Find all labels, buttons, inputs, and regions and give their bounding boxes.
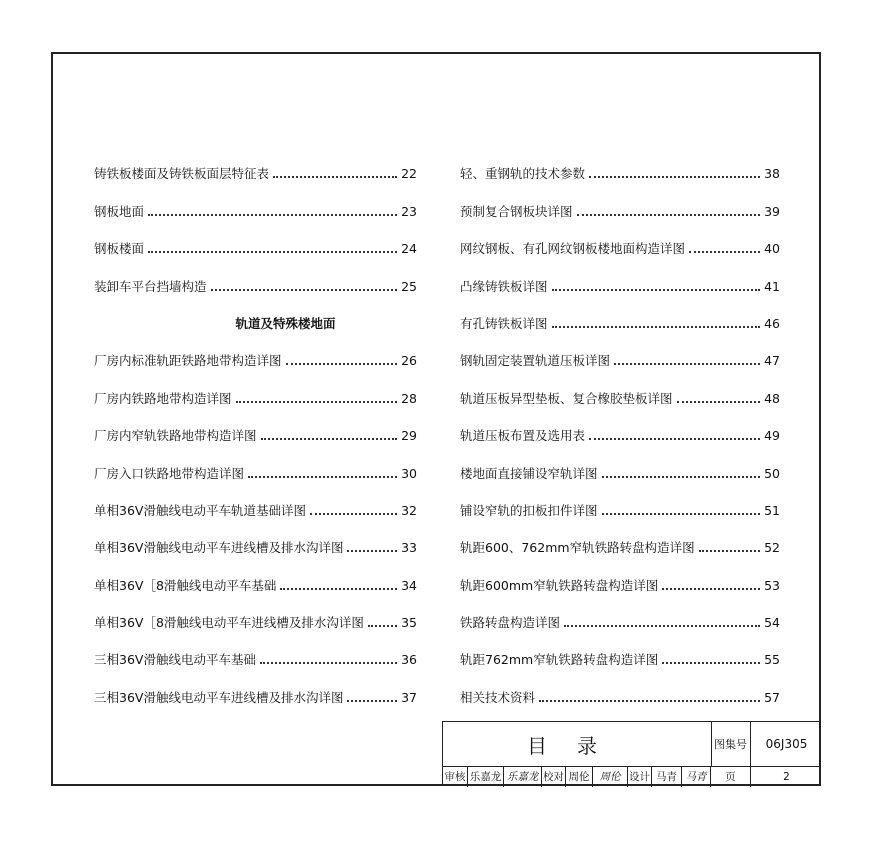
- toc-entry-title: 厂房入口铁路地带构造详图: [94, 465, 245, 481]
- toc-entry-page: 30: [401, 465, 417, 481]
- dot-leader: [662, 588, 760, 590]
- dot-leader: [148, 214, 397, 216]
- toc-entry: [94, 331, 417, 368]
- toc-entry-title: 单相36V滑触线电动平车轨道基础详图: [94, 502, 306, 518]
- toc-entry-title: 相关技术资料: [460, 689, 536, 705]
- atlas-number: 06J305: [765, 737, 808, 751]
- toc-entry-title: 轨距600mm窄轨铁路转盘构造详图: [460, 577, 659, 593]
- toc-entry-title: 轨距762mm窄轨铁路转盘构造详图: [460, 652, 659, 668]
- dot-leader: [211, 289, 397, 291]
- page-label: 页: [711, 766, 751, 787]
- toc-entry: [94, 219, 417, 256]
- reviewer-signature: 乐嘉龙: [504, 766, 542, 787]
- toc-entry-title: 厂房内标准轨距铁路地带构造详图: [94, 353, 282, 369]
- toc-entry: [94, 181, 417, 218]
- toc-entry: [94, 518, 417, 555]
- toc-entry-title: 网纹钢板、有孔网纹钢板楼地面构造详图: [460, 241, 686, 257]
- toc-entry-title: 单相36V滑触线电动平车进线槽及排水沟详图: [94, 540, 344, 556]
- toc-entry: [460, 443, 780, 480]
- reviewer-name: 乐嘉龙: [468, 766, 504, 787]
- dot-leader: [347, 550, 397, 552]
- dot-leader: [260, 662, 397, 664]
- toc-entry: [460, 219, 780, 256]
- toc-entry-page: 25: [401, 278, 417, 294]
- toc-entry: [460, 144, 780, 181]
- check-label: 校对: [542, 766, 566, 787]
- toc-entry: [460, 406, 780, 443]
- toc-entry: [94, 630, 417, 667]
- toc-entry-page: 51: [764, 502, 780, 518]
- toc-entry: [94, 406, 417, 443]
- toc-entry: [460, 481, 780, 518]
- toc-entry: [94, 368, 417, 405]
- dot-leader: [602, 476, 760, 478]
- toc-entry: [460, 555, 780, 592]
- toc-entry-title: 轨距600、762mm窄轨铁路转盘构造详图: [460, 540, 695, 556]
- dot-leader: [273, 176, 397, 178]
- toc-entry-page: 23: [401, 203, 417, 219]
- toc-entry: [460, 593, 780, 630]
- title-block: [442, 721, 821, 786]
- toc-entry-page: 22: [401, 166, 417, 182]
- toc-entry-title: 铁路转盘构造详图: [460, 615, 561, 631]
- toc-entry-title: 轨道压板布置及选用表: [460, 428, 586, 444]
- toc-entry-title: 楼地面直接铺设窄轨详图: [460, 465, 598, 481]
- toc-entry: [94, 256, 417, 293]
- toc-entry: [460, 518, 780, 555]
- toc-entry-title: 钢轨固定装置轨道压板详图: [460, 353, 611, 369]
- drawing-sheet: [51, 52, 821, 786]
- dot-leader: [589, 438, 760, 440]
- toc-right-column: [460, 144, 780, 705]
- checker-name: 周伦: [566, 766, 593, 787]
- section-heading: [94, 294, 417, 331]
- dot-leader: [539, 700, 760, 702]
- title-block-signature-row: [443, 766, 821, 787]
- toc-entry-title: 凸缘铸铁板详图: [460, 278, 548, 294]
- toc-entry: [460, 368, 780, 405]
- toc-entry: [94, 481, 417, 518]
- atlas-number-label: 图集号: [711, 722, 751, 766]
- toc-entry-page: 57: [764, 689, 780, 705]
- toc-entry-page: 40: [764, 241, 780, 257]
- designer-signature: 马青: [682, 766, 711, 787]
- dot-leader: [699, 550, 760, 552]
- toc-entry-title: 三相36V滑触线电动平车进线槽及排水沟详图: [94, 689, 344, 705]
- dot-leader: [286, 363, 397, 365]
- dot-leader: [248, 476, 397, 478]
- dot-leader: [564, 625, 760, 627]
- toc-entry-page: 55: [764, 652, 780, 668]
- toc-entry-page: 46: [764, 315, 780, 331]
- toc-entry-page: 53: [764, 577, 780, 593]
- toc-entry-page: 48: [764, 390, 780, 406]
- toc-entry-page: 52: [764, 540, 780, 556]
- toc-entry-page: 37: [401, 689, 417, 705]
- toc-entry-title: 轨道压板异型垫板、复合橡胶垫板详图: [460, 390, 673, 406]
- toc-entry-page: 24: [401, 241, 417, 257]
- dot-leader: [614, 363, 760, 365]
- toc-entry-title: 轻、重钢轨的技术参数: [460, 166, 586, 182]
- toc-entry-title: 钢板地面: [94, 203, 145, 219]
- toc-entry-title: 铺设窄轨的扣板扣件详图: [460, 502, 598, 518]
- toc-entry-page: 47: [764, 353, 780, 369]
- dot-leader: [552, 326, 760, 328]
- dot-leader: [577, 214, 760, 216]
- dot-leader: [347, 700, 397, 702]
- review-label: 审核: [443, 766, 468, 787]
- dot-leader: [261, 438, 397, 440]
- toc-entry-page: 38: [764, 166, 780, 182]
- toc-entry: [460, 630, 780, 667]
- dot-leader: [236, 401, 397, 403]
- toc-entry-title: 有孔铸铁板详图: [460, 315, 548, 331]
- toc-entry: [460, 331, 780, 368]
- toc-entry-title: 单相36V［8滑触线电动平车进线槽及排水沟详图: [94, 615, 364, 631]
- toc-entry: [94, 667, 417, 704]
- toc-entry-page: 26: [401, 353, 417, 369]
- dot-leader: [589, 176, 760, 178]
- dot-leader: [689, 251, 760, 253]
- toc-entry: [94, 593, 417, 630]
- toc-entry-page: 29: [401, 428, 417, 444]
- toc-entry-page: 33: [401, 540, 417, 556]
- toc-entry: [460, 294, 780, 331]
- toc-entry: [94, 443, 417, 480]
- dot-leader: [280, 588, 397, 590]
- designer-name: 马青: [652, 766, 682, 787]
- toc-entry-page: 28: [401, 390, 417, 406]
- toc-entry-page: 50: [764, 465, 780, 481]
- toc-entry-page: 35: [401, 615, 417, 631]
- toc-entry-title: 铸铁板楼面及铸铁板面层特征表: [94, 166, 270, 182]
- section-heading-text: 轨道及特殊楼地面: [235, 315, 336, 331]
- toc-entry-page: 49: [764, 428, 780, 444]
- toc-entry-page: 32: [401, 502, 417, 518]
- dot-leader: [148, 251, 397, 253]
- design-label: 设计: [628, 766, 652, 787]
- dot-leader: [677, 401, 760, 403]
- toc-entry: [94, 555, 417, 592]
- toc-entry-page: 41: [764, 278, 780, 294]
- dot-leader: [310, 513, 397, 515]
- toc-left-column: [94, 144, 417, 705]
- toc-entry: [460, 181, 780, 218]
- toc-entry-page: 34: [401, 577, 417, 593]
- page-title: 目录: [443, 722, 712, 766]
- dot-leader: [662, 662, 760, 664]
- toc-entry-title: 预制复合钢板块详图: [460, 203, 573, 219]
- page-number: 2: [783, 770, 790, 783]
- dot-leader: [602, 513, 760, 515]
- toc-entry-title: 三相36V滑触线电动平车基础: [94, 652, 256, 668]
- toc-entry: [460, 667, 780, 704]
- toc-entry-title: 单相36V［8滑触线电动平车基础: [94, 577, 277, 593]
- title-block-top-row: [443, 722, 821, 767]
- toc-entry-title: 厂房内铁路地带构造详图: [94, 390, 232, 406]
- dot-leader: [368, 625, 397, 627]
- toc-entry-title: 装卸车平台挡墙构造: [94, 278, 207, 294]
- toc-entry: [460, 256, 780, 293]
- dot-leader: [552, 289, 760, 291]
- toc-entry-page: 54: [764, 615, 780, 631]
- toc-entry-title: 钢板楼面: [94, 241, 145, 257]
- toc-entry: [94, 144, 417, 181]
- toc-entry-page: 36: [401, 652, 417, 668]
- checker-signature: 周伦: [593, 766, 628, 787]
- toc-entry-title: 厂房内窄轨铁路地带构造详图: [94, 428, 257, 444]
- toc-entry-page: 39: [764, 203, 780, 219]
